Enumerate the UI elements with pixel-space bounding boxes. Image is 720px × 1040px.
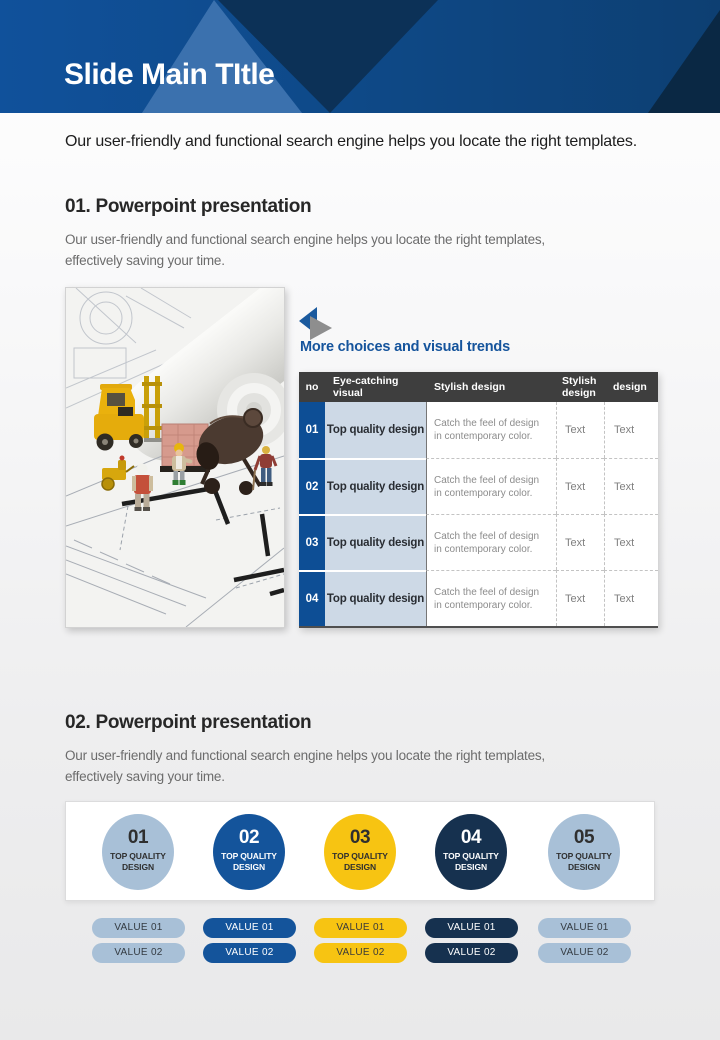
step-label: TOP QUALITY DESIGN <box>332 851 388 872</box>
value-pill-2: VALUE 02 <box>538 943 631 963</box>
table-row <box>299 514 658 570</box>
step-item-03 <box>305 801 415 971</box>
table-body <box>299 402 658 628</box>
value-pill-1: VALUE 01 <box>538 918 631 938</box>
table-row <box>299 570 658 626</box>
row-description: Catch the feel of design in contemporary color. <box>426 458 556 514</box>
step-number: 01 <box>127 827 149 848</box>
row-text-1: Text <box>556 458 604 514</box>
step-item-02 <box>194 801 304 971</box>
row-visual: Top quality design <box>325 570 426 626</box>
section1-subheading: More choices and visual trends <box>300 339 510 355</box>
row-visual: Top quality design <box>325 514 426 570</box>
step-number: 04 <box>460 827 482 848</box>
section1-body <box>65 229 545 271</box>
step-circle <box>213 814 285 890</box>
section2-heading: 02. Powerpoint presentation <box>65 712 312 733</box>
value-pill-1: VALUE 01 <box>425 918 518 938</box>
section2-body-line2: effectively saving your time. <box>65 769 225 784</box>
step-label: TOP QUALITY DESIGN <box>443 851 499 872</box>
step-circle <box>102 814 174 890</box>
section2-body-line1: Our user-friendly and functional search engine helps you locate the right templates, <box>65 748 545 763</box>
row-description: Catch the feel of design in contemporary color. <box>426 514 556 570</box>
section1-body-line1: Our user-friendly and functional search engine helps you locate the right templates, <box>65 232 545 247</box>
row-text-2: Text <box>604 402 658 458</box>
header-geometric-background <box>0 0 720 113</box>
page-title: Slide Main TItle <box>64 58 275 91</box>
step-circle <box>548 814 620 890</box>
row-number: 01 <box>299 402 325 458</box>
row-description: Catch the feel of design in contemporary color. <box>426 402 556 458</box>
step-circle <box>435 814 507 890</box>
value-pill-1: VALUE 01 <box>203 918 296 938</box>
value-pill-1: VALUE 01 <box>92 918 185 938</box>
row-text-2: Text <box>604 514 658 570</box>
row-visual: Top quality design <box>325 458 426 514</box>
step-circle <box>324 814 396 890</box>
row-number: 04 <box>299 570 325 626</box>
step-label: TOP QUALITY DESIGN <box>110 851 166 872</box>
table-header-no: no <box>305 381 319 393</box>
row-text-2: Text <box>604 458 658 514</box>
step-number: 05 <box>573 827 595 848</box>
step-item-01 <box>83 801 193 971</box>
forward-arrow-icon[interactable] <box>310 316 332 340</box>
section2-body <box>65 745 545 787</box>
table-header-visual: Eye-catching visual <box>333 375 399 399</box>
construction-photo-illustration <box>66 288 284 627</box>
row-text-2: Text <box>604 570 658 626</box>
section1-body-line2: effectively saving your time. <box>65 253 225 268</box>
header-banner <box>0 0 720 113</box>
row-number: 03 <box>299 514 325 570</box>
row-text-1: Text <box>556 514 604 570</box>
row-number: 02 <box>299 458 325 514</box>
step-label: TOP QUALITY DESIGN <box>221 851 277 872</box>
value-pill-1: VALUE 01 <box>314 918 407 938</box>
row-visual: Top quality design <box>325 402 426 458</box>
intro-text: Our user-friendly and functional search engine helps you locate the right templates. <box>65 133 637 150</box>
table-header-row <box>299 372 658 402</box>
step-number: 02 <box>238 827 260 848</box>
design-table <box>299 372 658 628</box>
value-pill-2: VALUE 02 <box>425 943 518 963</box>
table-header-design: design <box>613 381 647 393</box>
step-number: 03 <box>349 827 371 848</box>
step-item-05 <box>529 801 639 971</box>
row-text-1: Text <box>556 570 604 626</box>
table-row <box>299 402 658 458</box>
table-header-stylish-design-2: Stylish design <box>562 375 597 399</box>
value-pill-2: VALUE 02 <box>92 943 185 963</box>
construction-photo <box>65 287 285 628</box>
section1-heading: 01. Powerpoint presentation <box>65 196 312 217</box>
value-pill-2: VALUE 02 <box>314 943 407 963</box>
table-header-stylish-design: Stylish design <box>434 381 506 393</box>
step-item-04 <box>416 801 526 971</box>
table-row <box>299 458 658 514</box>
step-label: TOP QUALITY DESIGN <box>556 851 612 872</box>
row-text-1: Text <box>556 402 604 458</box>
value-pill-2: VALUE 02 <box>203 943 296 963</box>
row-description: Catch the feel of design in contemporary color. <box>426 570 556 626</box>
